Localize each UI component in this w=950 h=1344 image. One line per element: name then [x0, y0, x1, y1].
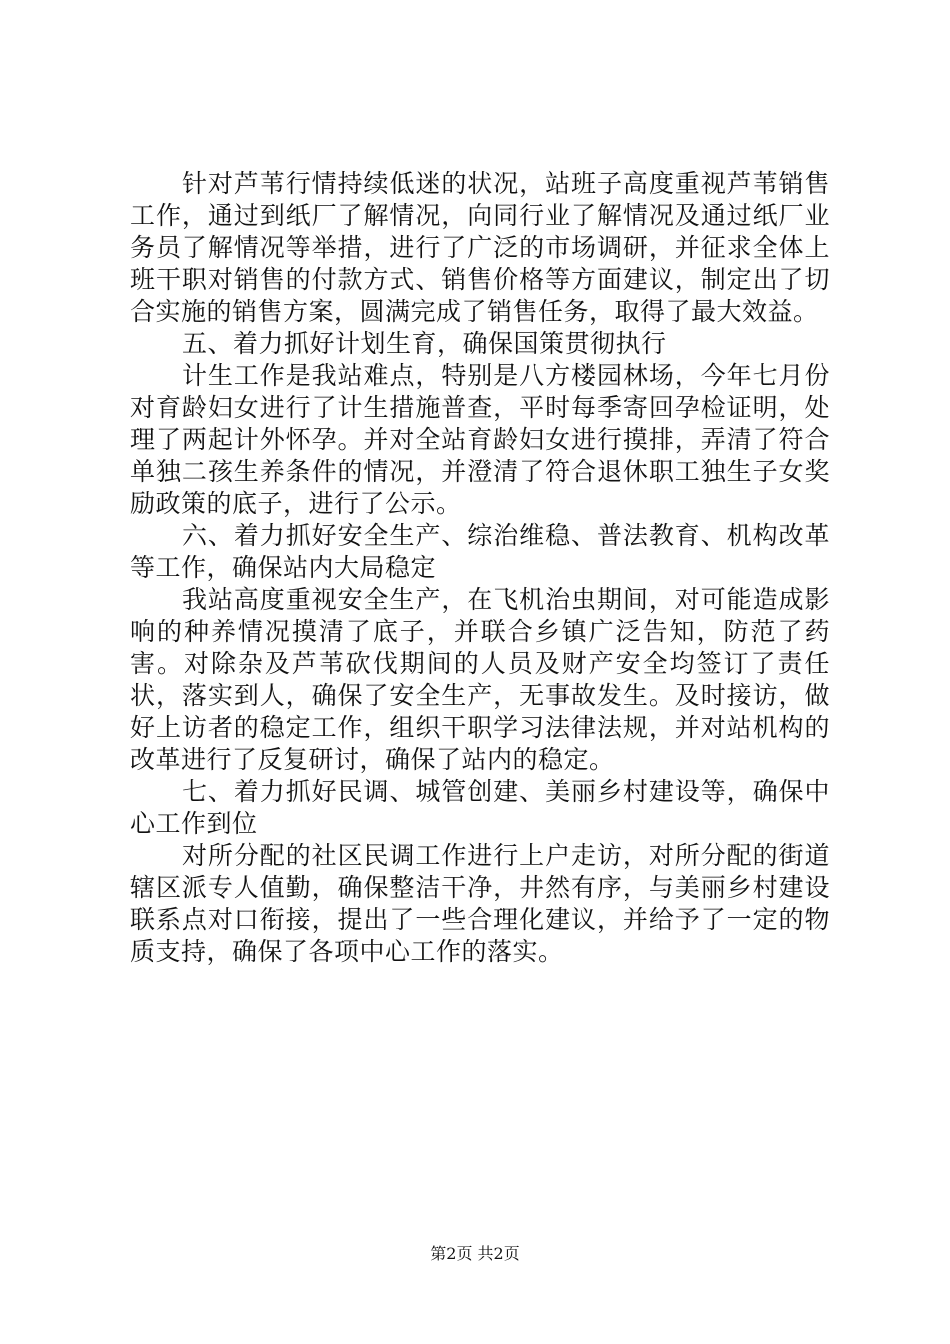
- paragraph-family-planning: 计生工作是我站难点，特别是八方楼园林场，今年七月份对育龄妇女进行了计生措施普查，平时每季寄回孕检证明，处理了两起计外怀孕。并对全站育龄妇女进行摸排，弄清了符合单独二孩生养条件的情况，并澄清了符合退休职工独生子女奖励政策的底子，进行了公示。: [130, 361, 830, 518]
- paragraph-safety-stability: 我站高度重视安全生产，在飞机治虫期间，对可能造成影响的种养情况摸清了底子，并联合乡镇广泛告知，防范了药害。对除杂及芦苇砍伐期间的人员及财产安全均签订了责任状，落实到人，确保了安全生产，无事故发生。及时接访，做好上访者的稳定工作，组织干职学习法律法规，并对站机构的改革进行了反复研讨，确保了站内的稳定。: [130, 585, 830, 774]
- heading-safety-stability: 六、着力抓好安全生产、综治维稳、普法教育、机构改革等工作，确保站内大局稳定: [130, 521, 830, 582]
- page-number-footer: 第2页 共2页: [430, 1244, 520, 1263]
- heading-family-planning: 五、着力抓好计划生育，确保国策贯彻执行: [182, 329, 667, 358]
- document-body: [130, 168, 830, 968]
- paragraph-reed-sales: 针对芦苇行情持续低迷的状况，站班子高度重视芦苇销售工作，通过到纸厂了解情况，向同行业了解情况及通过纸厂业务员了解情况等举措，进行了广泛的市场调研，并征求全体上班干职对销售的付款方式、销售价格等方面建议，制定出了切合实施的销售方案，圆满完成了销售任务，取得了最大效益。: [130, 169, 830, 326]
- heading-central-work: 七、着力抓好民调、城管创建、美丽乡村建设等，确保中心工作到位: [130, 777, 830, 838]
- paragraph-central-work: 对所分配的社区民调工作进行上户走访，对所分配的街道辖区派专人值勤，确保整洁干净，井然有序，与美丽乡村建设联系点对口衔接，提出了一些合理化建议，并给予了一定的物质支持，确保了各项中心工作的落实。: [130, 841, 830, 966]
